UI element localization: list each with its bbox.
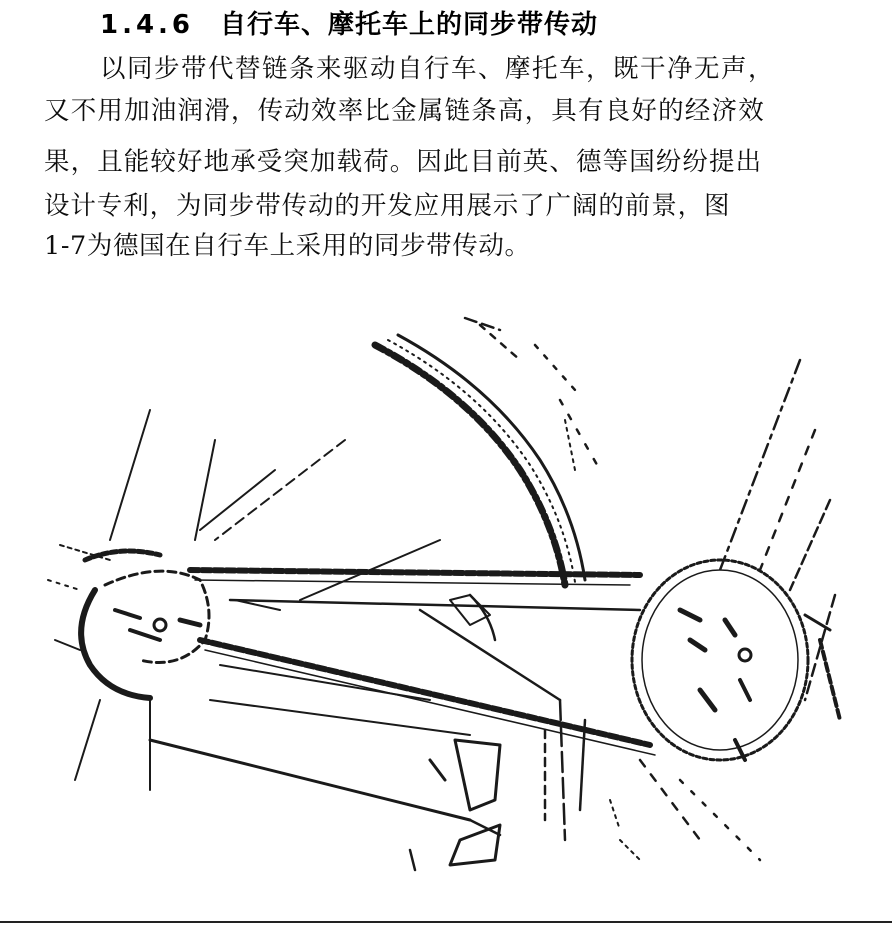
timing-belt-lower (200, 640, 655, 755)
paragraph-line: 果，且能较好地承受突加载荷。因此目前英、德等国纷纷提出 (44, 147, 763, 177)
bicycle-frame (150, 595, 640, 840)
bottom-rule (0, 921, 892, 923)
section-number: 1.4.6 (100, 10, 195, 40)
hatch-marks (235, 420, 840, 860)
paragraph-line: 设计专利，为同步带传动的开发应用展示了广阔的前景，图 (44, 191, 731, 221)
rear-wheel-spokes (465, 318, 835, 860)
rear-wheel-tire (375, 335, 585, 585)
pedal-crank (410, 740, 500, 870)
section-title: 自行车、摩托车上的同步带传动 (220, 10, 599, 40)
paragraph-line: 1-7为德国在自行车上采用的同步带传动。 (44, 231, 531, 261)
paragraph-line: 又不用加油润滑，传动效率比金属链条高，具有良好的经济效 (44, 96, 765, 126)
rear-belt-pulley (632, 560, 808, 760)
timing-belt-upper (190, 570, 640, 585)
front-belt-pulley (81, 551, 209, 698)
paragraph-line: 以同步带代替链条来驱动自行车、摩托车，既干净无声， (100, 54, 776, 84)
bicycle-belt-drive-illustration (40, 300, 892, 890)
section-heading (100, 4, 598, 41)
